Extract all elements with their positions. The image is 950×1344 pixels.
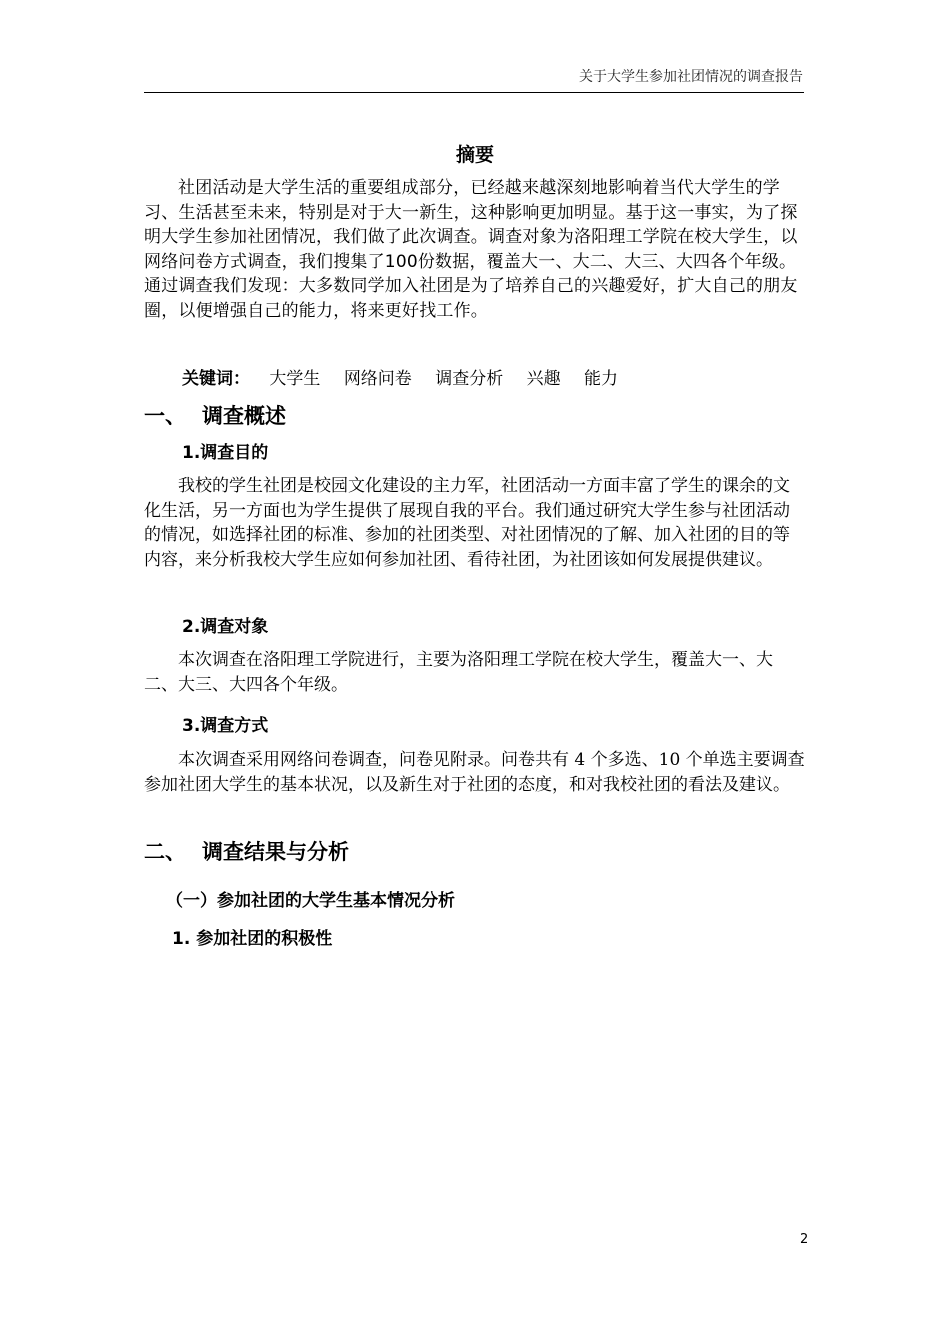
- abstract-title: 摘要: [455, 144, 494, 166]
- section-2-heading: [144, 836, 349, 866]
- section-1-title: 调查概述: [202, 404, 286, 428]
- keyword: 网络问卷: [343, 369, 412, 389]
- method-heading: 3.调查方式: [182, 716, 269, 736]
- keyword: 大学生: [269, 369, 321, 389]
- purpose-text: 我校的学生社团是校园文化建设的主力军，社团活动一方面丰富了学生的课余的文化生活，另一方面也为学生提供了展现自我的平台。我们通过研究大学生参与社团活动的情况，如选择社团的标准、参加的社团类型、对社团情况的了解、加入社团的目的等内容，来分析我校大学生应如何参加社团、看待社团，为社团该如何发展提供建议。: [144, 476, 790, 570]
- abstract-text: 社团活动是大学生活的重要组成部分，已经越来越深刻地影响着当代大学生的学习、生活甚至未来，特别是对于大一新生，这种影响更加明显。基于这一事实，为了探明大学生参加社团情况，我们做了此次调查。调查对象为洛阳理工学院在校大学生，以网络问卷方式调查，我们搜集了100份数据，覆盖大一、大二、大三、大四各个年级。通过调查我们发现：大多数同学加入社团是为了培养自己的兴趣爱好，扩大自己的朋友圈，以便增强自己的能力，将来更好找工作。: [144, 178, 798, 321]
- section-1-number: 一、: [144, 404, 186, 428]
- method-text: 本次调查采用网络问卷调查，问卷见附录。问卷共有 4 个多选、10 个单选主要调查参加社团大学生的基本状况，以及新生对于社团的态度，和对我校社团的看法及建议。: [144, 750, 805, 795]
- section-2-title: 调查结果与分析: [202, 840, 349, 864]
- keyword: 能力: [584, 369, 619, 389]
- keyword: 兴趣: [526, 369, 561, 389]
- keyword: 调查分析: [435, 369, 504, 389]
- page-number: 2: [800, 1232, 809, 1247]
- item-heading: 1. 参加社团的积极性: [172, 929, 333, 949]
- keywords-label: 关键词：: [182, 369, 250, 389]
- purpose-heading: 1.调查目的: [182, 443, 269, 463]
- running-header: 关于大学生参加社团情况的调查报告: [579, 69, 803, 85]
- subsection-heading: （一）参加社团的大学生基本情况分析: [166, 891, 455, 911]
- object-heading: 2.调查对象: [182, 617, 269, 637]
- header-divider: [144, 92, 804, 93]
- object-text: 本次调查在洛阳理工学院进行，主要为洛阳理工学院在校大学生，覆盖大一、大二、大三、大四各个年级。: [144, 650, 773, 695]
- section-2-number: 二、: [144, 840, 186, 864]
- section-1-heading: [144, 400, 286, 430]
- keywords-line: [182, 364, 636, 389]
